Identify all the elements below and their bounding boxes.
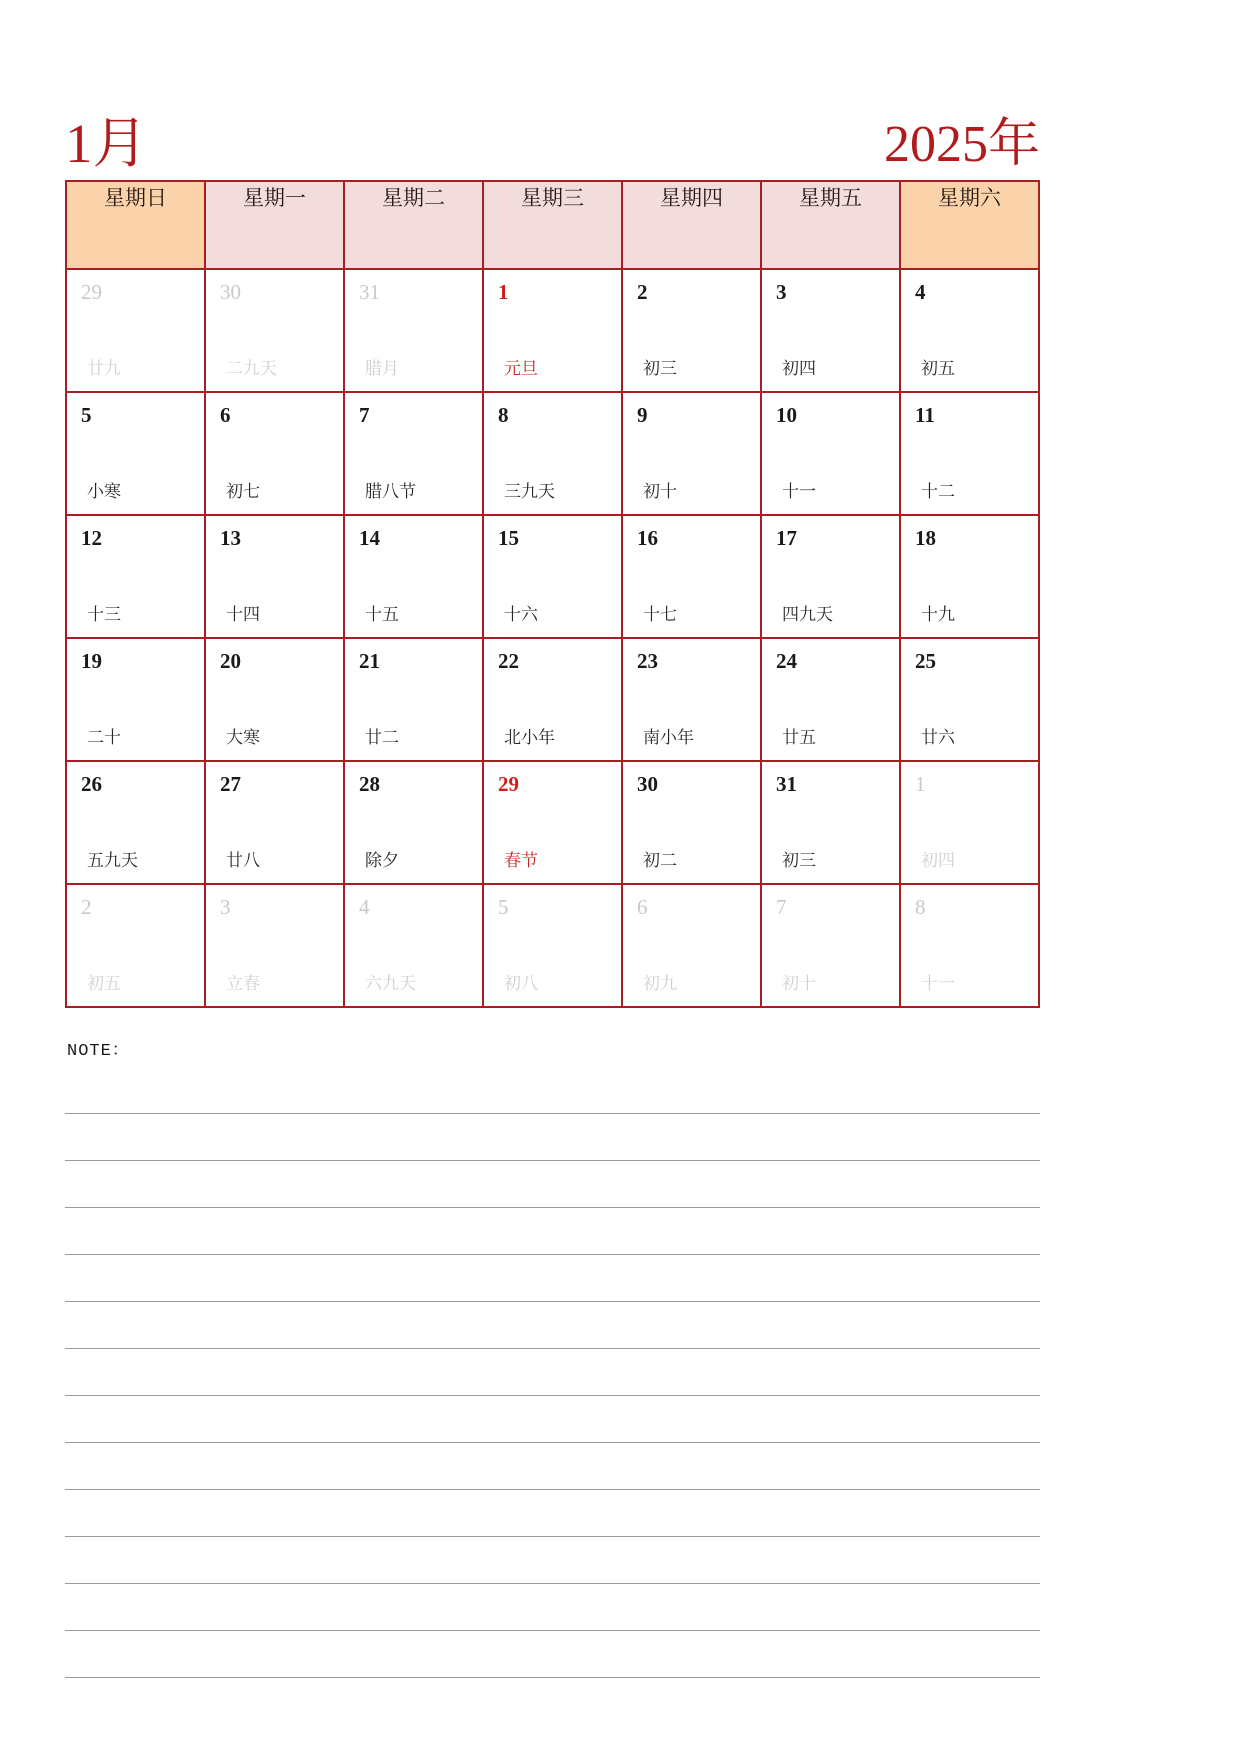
- day-number: 4: [915, 280, 926, 304]
- day-number: 10: [776, 403, 797, 427]
- lunar-label: 十二: [921, 482, 955, 501]
- day-number: 26: [81, 772, 102, 796]
- day-number: 21: [359, 649, 380, 673]
- lunar-label: 腊八节: [365, 482, 416, 501]
- day-number: 31: [776, 772, 797, 796]
- calendar-day-cell[interactable]: [761, 269, 900, 392]
- lunar-label: 十五: [365, 605, 399, 624]
- note-line[interactable]: [65, 1584, 1040, 1631]
- calendar-body: [66, 269, 1039, 1007]
- calendar-grid-wrapper: [65, 180, 1040, 1008]
- lunar-label: 初七: [226, 482, 260, 501]
- day-number: 20: [220, 649, 241, 673]
- note-section: [65, 1035, 1040, 1678]
- calendar-day-cell[interactable]: [344, 269, 483, 392]
- weekday-header-sunday-0: [66, 181, 205, 269]
- calendar-day-cell[interactable]: [900, 515, 1039, 638]
- calendar-day-cell[interactable]: [900, 638, 1039, 761]
- note-line[interactable]: [65, 1443, 1040, 1490]
- calendar-day-cell[interactable]: [205, 761, 344, 884]
- month-title: 1月: [65, 113, 148, 174]
- calendar-day-cell[interactable]: [900, 761, 1039, 884]
- calendar-week-row: [66, 761, 1039, 884]
- calendar-weekday-header: [66, 181, 1039, 269]
- lunar-label: 初九: [643, 974, 677, 993]
- calendar-day-cell[interactable]: [622, 515, 761, 638]
- lunar-label: 初五: [87, 974, 121, 993]
- weekday-header-weekday-1: [205, 181, 344, 269]
- lunar-label: 十七: [643, 605, 677, 624]
- day-number: 6: [220, 403, 231, 427]
- day-number: 27: [220, 772, 241, 796]
- day-number: 1: [498, 280, 509, 304]
- day-number: 22: [498, 649, 519, 673]
- lunar-label: 五九天: [87, 851, 138, 870]
- day-number: 9: [637, 403, 648, 427]
- note-line[interactable]: [65, 1302, 1040, 1349]
- lunar-label: 初四: [921, 851, 955, 870]
- calendar-day-cell[interactable]: [761, 761, 900, 884]
- note-line[interactable]: [65, 1255, 1040, 1302]
- day-number: 5: [498, 895, 509, 919]
- day-number: 31: [359, 280, 380, 304]
- lunar-label: 十一: [921, 974, 955, 993]
- lunar-label: 二十: [87, 728, 121, 747]
- note-line[interactable]: [65, 1631, 1040, 1678]
- calendar-header: [65, 96, 1040, 174]
- day-number: 30: [637, 772, 658, 796]
- lunar-label: 六九天: [365, 974, 416, 993]
- lunar-label: 春节: [504, 851, 538, 870]
- day-number: 17: [776, 526, 797, 550]
- day-number: 7: [359, 403, 370, 427]
- lunar-label: 廿五: [782, 728, 816, 747]
- weekday-label: 星期二: [382, 186, 445, 210]
- calendar-day-cell[interactable]: [205, 392, 344, 515]
- calendar-day-cell[interactable]: [344, 515, 483, 638]
- calendar-day-cell[interactable]: [622, 638, 761, 761]
- calendar-day-cell[interactable]: [344, 761, 483, 884]
- calendar-week-row: [66, 884, 1039, 1007]
- calendar-week-row: [66, 269, 1039, 392]
- weekday-header-weekday-5: [761, 181, 900, 269]
- weekday-header-weekday-2: [344, 181, 483, 269]
- calendar-day-cell[interactable]: [66, 392, 205, 515]
- day-number: 29: [81, 280, 102, 304]
- day-number: 28: [359, 772, 380, 796]
- weekday-label: 星期三: [521, 186, 584, 210]
- calendar-week-row: [66, 515, 1039, 638]
- day-number: 5: [81, 403, 92, 427]
- calendar-day-cell[interactable]: [761, 515, 900, 638]
- note-line[interactable]: [65, 1537, 1040, 1584]
- lunar-label: 初二: [643, 851, 677, 870]
- day-number: 18: [915, 526, 936, 550]
- note-line[interactable]: [65, 1114, 1040, 1161]
- lunar-label: 初十: [643, 482, 677, 501]
- weekday-header-weekday-3: [483, 181, 622, 269]
- lunar-label: 初四: [782, 359, 816, 378]
- day-number: 11: [915, 403, 935, 427]
- calendar-day-cell[interactable]: [483, 884, 622, 1007]
- day-number: 29: [498, 772, 519, 796]
- lunar-label: 初十: [782, 974, 816, 993]
- weekday-label: 星期四: [660, 186, 723, 210]
- lunar-label: 十六: [504, 605, 538, 624]
- note-label: NOTE：: [67, 1042, 130, 1061]
- day-number: 30: [220, 280, 241, 304]
- note-line[interactable]: [65, 1067, 1040, 1114]
- day-number: 16: [637, 526, 658, 550]
- lunar-label: 初五: [921, 359, 955, 378]
- day-number: 2: [81, 895, 92, 919]
- note-lines[interactable]: [65, 1067, 1040, 1678]
- calendar-day-cell[interactable]: [344, 884, 483, 1007]
- calendar-week-row: [66, 392, 1039, 515]
- note-line[interactable]: [65, 1396, 1040, 1443]
- calendar-day-cell[interactable]: [66, 515, 205, 638]
- lunar-label: 四九天: [782, 605, 833, 624]
- lunar-label: 廿九: [87, 359, 121, 378]
- lunar-label: 大寒: [226, 728, 260, 747]
- weekday-label: 星期六: [938, 186, 1001, 210]
- calendar-day-cell[interactable]: [622, 269, 761, 392]
- day-number: 25: [915, 649, 936, 673]
- calendar-table: [65, 180, 1040, 1008]
- calendar-day-cell[interactable]: [344, 392, 483, 515]
- year-title: 2025年: [883, 116, 1040, 173]
- weekday-header-row: [66, 181, 1039, 269]
- calendar-day-cell[interactable]: [622, 761, 761, 884]
- lunar-label: 初三: [782, 851, 816, 870]
- lunar-label: 十四: [226, 605, 260, 624]
- note-line[interactable]: [65, 1161, 1040, 1208]
- weekday-label: 星期一: [243, 186, 306, 210]
- day-number: 13: [220, 526, 241, 550]
- lunar-label: 腊月: [365, 359, 399, 378]
- lunar-label: 十九: [921, 605, 955, 624]
- day-number: 8: [915, 895, 926, 919]
- lunar-label: 元旦: [504, 359, 538, 378]
- day-number: 8: [498, 403, 509, 427]
- calendar-day-cell[interactable]: [483, 638, 622, 761]
- calendar-day-cell[interactable]: [205, 269, 344, 392]
- calendar-day-cell[interactable]: [66, 638, 205, 761]
- day-number: 23: [637, 649, 658, 673]
- lunar-label: 三九天: [504, 482, 555, 501]
- day-number: 24: [776, 649, 797, 673]
- lunar-label: 初八: [504, 974, 538, 993]
- weekday-label: 星期日: [104, 186, 167, 210]
- calendar-day-cell[interactable]: [483, 269, 622, 392]
- lunar-label: 廿二: [365, 728, 399, 747]
- calendar-day-cell[interactable]: [900, 392, 1039, 515]
- day-number: 7: [776, 895, 787, 919]
- lunar-label: 廿八: [226, 851, 260, 870]
- lunar-label: 十一: [782, 482, 816, 501]
- calendar-day-cell[interactable]: [483, 761, 622, 884]
- calendar-day-cell[interactable]: [761, 638, 900, 761]
- calendar-day-cell[interactable]: [622, 884, 761, 1007]
- note-line[interactable]: [65, 1490, 1040, 1537]
- calendar-day-cell[interactable]: [66, 761, 205, 884]
- day-number: 1: [915, 772, 926, 796]
- weekday-header-saturday-6: [900, 181, 1039, 269]
- calendar-day-cell[interactable]: [344, 638, 483, 761]
- day-number: 3: [220, 895, 231, 919]
- day-number: 14: [359, 526, 380, 550]
- day-number: 19: [81, 649, 102, 673]
- weekday-header-weekday-4: [622, 181, 761, 269]
- lunar-label: 北小年: [504, 728, 555, 747]
- calendar-day-cell[interactable]: [761, 392, 900, 515]
- lunar-label: 十三: [87, 605, 121, 624]
- day-number: 15: [498, 526, 519, 550]
- lunar-label: 除夕: [365, 851, 399, 870]
- calendar-day-cell[interactable]: [483, 392, 622, 515]
- calendar-week-row: [66, 638, 1039, 761]
- calendar-day-cell[interactable]: [761, 884, 900, 1007]
- calendar-day-cell[interactable]: [205, 638, 344, 761]
- calendar-day-cell[interactable]: [900, 884, 1039, 1007]
- lunar-label: 南小年: [643, 728, 694, 747]
- day-number: 6: [637, 895, 648, 919]
- calendar-day-cell[interactable]: [205, 884, 344, 1007]
- calendar-day-cell[interactable]: [900, 269, 1039, 392]
- lunar-label: 廿六: [921, 728, 955, 747]
- day-number: 3: [776, 280, 787, 304]
- weekday-label: 星期五: [799, 186, 862, 210]
- calendar-day-cell[interactable]: [622, 392, 761, 515]
- lunar-label: 初三: [643, 359, 677, 378]
- note-line[interactable]: [65, 1349, 1040, 1396]
- day-number: 12: [81, 526, 102, 550]
- calendar-day-cell[interactable]: [66, 269, 205, 392]
- note-line[interactable]: [65, 1208, 1040, 1255]
- lunar-label: 小寒: [87, 482, 121, 501]
- lunar-label: 立春: [226, 974, 260, 993]
- lunar-label: 二九天: [226, 359, 277, 378]
- day-number: 4: [359, 895, 370, 919]
- calendar-day-cell[interactable]: [66, 884, 205, 1007]
- calendar-day-cell[interactable]: [205, 515, 344, 638]
- day-number: 2: [637, 280, 648, 304]
- calendar-day-cell[interactable]: [483, 515, 622, 638]
